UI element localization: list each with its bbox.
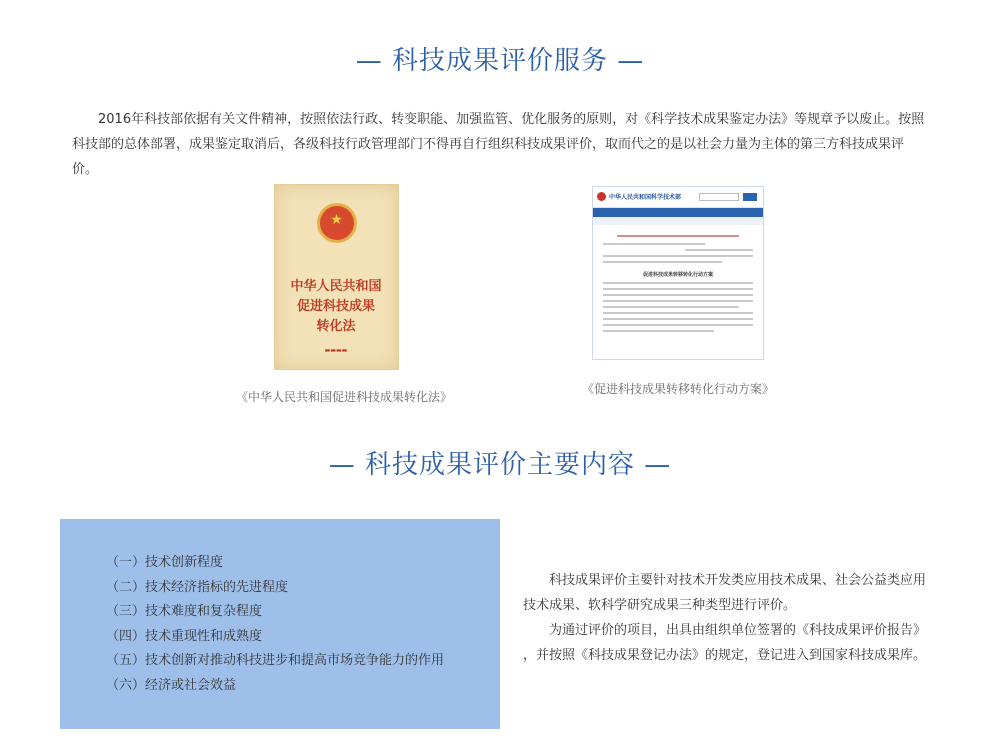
thumbnail-site-name: 中华人民共和国科学技术部 [609, 194, 682, 201]
intro-paragraph: 2016年科技部依据有关文件精神，按照依法行政、转变职能、加强监管、优化服务的原则，对《科学技术成果鉴定办法》等规章予以废止。按照科技部的总体部署，成果鉴定取消后，各级科技行政管理部门不得再自行组织科技成果评价，取而代之的是以社会力量为主体的第三方科技成果评价。 [72, 112, 925, 177]
book-cover-title [275, 277, 398, 337]
evaluation-description [523, 568, 928, 668]
thumbnail-nav-bar [593, 208, 763, 217]
thumbnail-search-button [743, 193, 757, 201]
book-cover-line-3: 转化法 [316, 319, 356, 334]
webpage-thumbnail [592, 186, 764, 360]
description-paragraph-3: ，并按照《科技成果登记办法》的规定，登记进入到国家科技成果库。 [523, 648, 927, 663]
list-item: （三）技术难度和复杂程度 [106, 604, 263, 620]
thumbnail-doc-title-line [617, 235, 739, 237]
national-emblem-icon: ★ [317, 203, 357, 243]
book-cover-image [274, 184, 399, 370]
list-item: （六）经济或社会效益 [106, 677, 237, 693]
section-title-content: — 科技成果评价主要内容 — [328, 450, 672, 480]
description-paragraph-2: 为通过评价的项目，出具由组织单位签署的《科技成果评价报告》 [549, 623, 927, 638]
book-cover-line-2: 促进科技成果 [296, 299, 375, 314]
section-title-services: — 科技成果评价服务 — [355, 46, 645, 76]
figure-caption-plan: 《促进科技成果转移转化行动方案》 [581, 382, 774, 396]
thumbnail-breadcrumb [593, 217, 763, 225]
ministry-logo-icon [597, 192, 606, 201]
description-paragraph-1: 科技成果评价主要针对技术开发类应用技术成果、社会公益类应用技术成果、软科学研究成果三种类型进行评价。 [523, 573, 927, 613]
book-publisher-mark: ▬▬▬▬ [324, 347, 348, 354]
figure-action-plan [578, 186, 778, 397]
thumbnail-search-box [699, 193, 739, 201]
figure-law-book [236, 184, 453, 405]
list-item: （二）技术经济指标的先进程度 [106, 579, 289, 595]
list-item: （一）技术创新程度 [106, 555, 224, 570]
thumbnail-doc-heading: 促进科技成果转移转化行动方案 [642, 272, 713, 278]
figure-caption-law: 《中华人民共和国促进科技成果转化法》 [236, 390, 453, 404]
evaluation-items-list [106, 551, 444, 699]
book-cover-line-1: 中华人民共和国 [290, 279, 382, 294]
list-item: （四）技术重现性和成熟度 [106, 628, 263, 644]
list-item: （五）技术创新对推动科技进步和提高市场竞争能力的作用 [106, 653, 445, 669]
evaluation-items-box [60, 519, 500, 729]
